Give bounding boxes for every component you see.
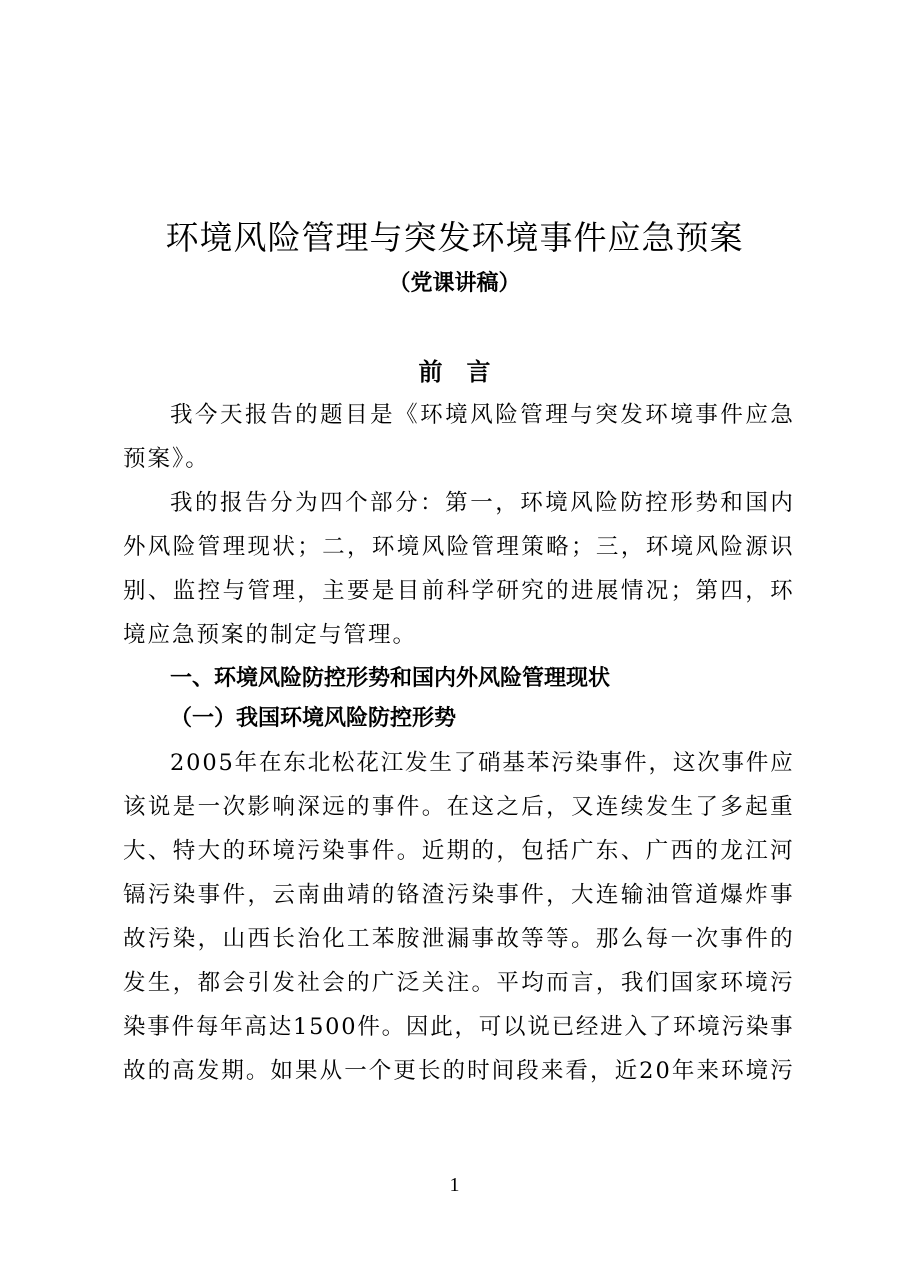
preface-paragraph-2-line: 境应急预案的制定与管理。	[123, 622, 418, 648]
body-paragraph-1-line: 发 生 ， 都 会 引 发 社 会 的 广 泛 关 注 。 平 均 而 言 ， 我 们 国 家 环 境 污	[123, 970, 793, 996]
preface-paragraph-1-line: 我 今 天 报 告 的 题 目 是 《 环 境 风 险 管 理 与 突 发 环 境 事 件 应 急	[170, 402, 793, 428]
subsection-heading-1-1: （一）我国环境风险防控形势	[170, 706, 457, 731]
document-title: 环境风险管理与突发环境事件应急预案	[165, 218, 744, 257]
page-number: 1	[449, 1174, 460, 1196]
preface-heading: 前 言	[418, 358, 491, 386]
body-paragraph-1-line: 染 事 件 每 年 高 达 1 5 0 0 件 。 因 此 ， 可 以 说 已 经 进 入 了 环 境 污 染 事	[123, 1014, 793, 1040]
body-paragraph-1-line: 故 的 高 发 期 。 如 果 从 一 个 更 长 的 时 间 段 来 看 ， 近 2 0 年 来 环 境 污	[123, 1058, 793, 1084]
body-paragraph-1-line: 大 、 特 大 的 环 境 污 染 事 件 。 近 期 的 ， 包 括 广 东 、 广 西 的 龙 江 河	[123, 838, 793, 864]
body-paragraph-1-line: 该 说 是 一 次 影 响 深 远 的 事 件 。 在 这 之 后 ， 又 连 续 发 生 了 多 起 重	[123, 794, 793, 820]
preface-paragraph-1-line: 预案》。	[123, 446, 210, 472]
body-paragraph-1-line: 2 0 0 5 年 在 东 北 松 花 江 发 生 了 硝 基 苯 污 染 事 件 ， 这 次 事 件 应	[170, 750, 793, 776]
preface-paragraph-2-line: 别 、 监 控 与 管 理 ， 主 要 是 目 前 科 学 研 究 的 进 展 情 况 ； 第 四 ， 环	[123, 578, 793, 604]
section-heading-1: 一、环境风险防控形势和国内外风险管理现状	[170, 666, 611, 691]
body-paragraph-1-line: 镉 污 染 事 件 ， 云 南 曲 靖 的 铬 渣 污 染 事 件 ， 大 连 输 油 管 道 爆 炸 事	[123, 882, 793, 908]
preface-paragraph-2-line: 外 风 险 管 理 现 状 ； 二 ， 环 境 风 险 管 理 策 略 ； 三 ， 环 境 风 险 源 识	[123, 534, 793, 560]
body-paragraph-1-line: 故 污 染 ， 山 西 长 治 化 工 苯 胺 泄 漏 事 故 等 等 。 那 么 每 一 次 事 件 的	[123, 926, 793, 952]
document-subtitle: （党课讲稿）	[388, 271, 521, 296]
preface-paragraph-2-line: 我 的 报 告 分 为 四 个 部 分 ： 第 一 ， 环 境 风 险 防 控 形 势 和 国 内	[170, 490, 793, 516]
